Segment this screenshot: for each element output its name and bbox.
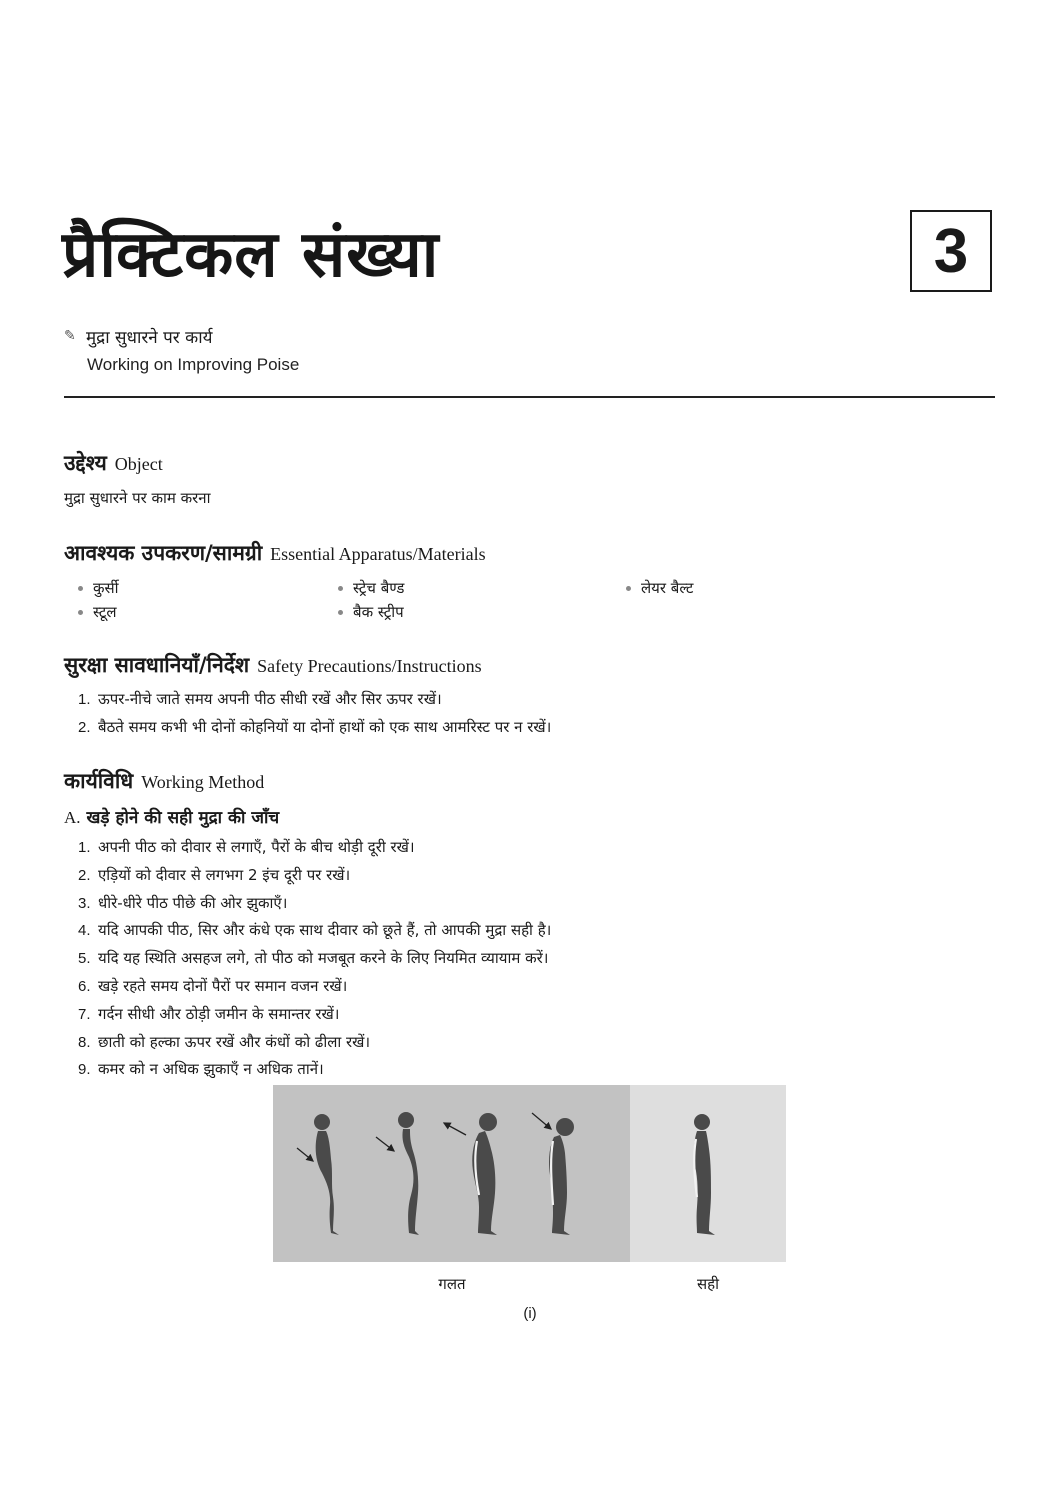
- chapter-number: 3: [933, 216, 969, 286]
- method-heading-hi: कार्यविधि: [64, 769, 134, 793]
- apparatus-heading-en: Essential Apparatus/Materials: [270, 544, 486, 564]
- subtitle-english: Working on Improving Poise: [87, 355, 300, 374]
- object-text: मुद्रा सुधारने पर काम करना: [64, 489, 211, 507]
- method-steps: [78, 834, 551, 1084]
- list-item: 1. ऊपर-नीचे जाते समय अपनी पीठ सीधी रखें और सिर ऊपर रखें।: [78, 690, 442, 708]
- apparatus-heading-hi: आवश्यक उपकरण/सामग्री: [64, 541, 263, 565]
- list-item: 8. छाती को हल्का ऊपर रखें और कंधों को ढीला रखें।: [78, 1032, 371, 1051]
- list-item: 3. धीरे-धीरे पीठ पीछे की ओर झुकाएँ।: [78, 893, 288, 912]
- object-heading-en: Object: [114, 454, 163, 474]
- list-item: 6. खड़े रहते समय दोनों पैरों पर समान वजन रखें।: [78, 976, 348, 995]
- posture-figure: [273, 1085, 786, 1262]
- section-a-heading: [64, 806, 279, 830]
- pen-icon: ✎: [64, 328, 76, 344]
- method-heading-en: Working Method: [141, 772, 265, 792]
- bullet-icon: [78, 586, 83, 591]
- section-title: खड़े होने की सही मुद्रा की जाँच: [86, 808, 280, 828]
- header-divider: [64, 396, 995, 398]
- safety-list: [78, 686, 551, 742]
- subtitle-hindi: मुद्रा सुधारने पर कार्य: [86, 328, 213, 348]
- bullet-icon: [626, 586, 631, 591]
- apparatus-item: स्टूल: [78, 601, 117, 623]
- apparatus-item: लेयर बैल्ट: [626, 577, 693, 599]
- label-wrong: गलत: [438, 1275, 466, 1293]
- apparatus-item: बैक स्ट्रीप: [338, 601, 404, 623]
- chapter-title: प्रैक्टिकल संख्या: [62, 218, 440, 292]
- apparatus-heading: [64, 538, 486, 569]
- chapter-number-box: [910, 210, 992, 292]
- list-item: 4. यदि आपकी पीठ, सिर और कंधे एक साथ दीवार को छूते हैं, तो आपकी मुद्रा सही है।: [78, 921, 552, 940]
- list-item: 7. गर्दन सीधी और ठोड़ी जमीन के समान्तर रखें।: [78, 1004, 340, 1023]
- safety-heading: [64, 650, 482, 681]
- object-heading: [64, 448, 163, 479]
- list-item: 1. अपनी पीठ को दीवार से लगाएँ, पैरों के बीच थोड़ी दूरी रखें।: [78, 838, 415, 856]
- section-letter: A.: [64, 808, 81, 827]
- list-item: 5. यदि यह स्थिति असहज लगे, तो पीठ को मजबूत करने के लिए नियमित व्यायाम करें।: [78, 949, 549, 968]
- safety-heading-hi: सुरक्षा सावधानियाँ/निर्देश: [64, 653, 250, 677]
- list-item: 2. एड़ियों को दीवार से लगभग 2 इंच दूरी पर रखें।: [78, 865, 351, 884]
- bullet-icon: [338, 610, 343, 615]
- list-item: 9. कमर को न अधिक झुकाएँ न अधिक तानें।: [78, 1060, 324, 1079]
- bullet-icon: [338, 586, 343, 591]
- method-heading: [64, 766, 264, 797]
- apparatus-item: स्ट्रेच बैण्ड: [338, 577, 404, 599]
- label-right: सही: [697, 1275, 719, 1293]
- safety-heading-en: Safety Precautions/Instructions: [257, 656, 482, 676]
- figure-caption: (i): [523, 1305, 537, 1322]
- apparatus-item: कुर्सी: [78, 577, 119, 599]
- object-heading-hi: उद्देश्य: [64, 451, 107, 475]
- list-item: 2. बैठते समय कभी भी दोनों कोहनियों या दोनों हाथों को एक साथ आमरिस्ट पर न रखें।: [78, 717, 552, 736]
- bullet-icon: [78, 610, 83, 615]
